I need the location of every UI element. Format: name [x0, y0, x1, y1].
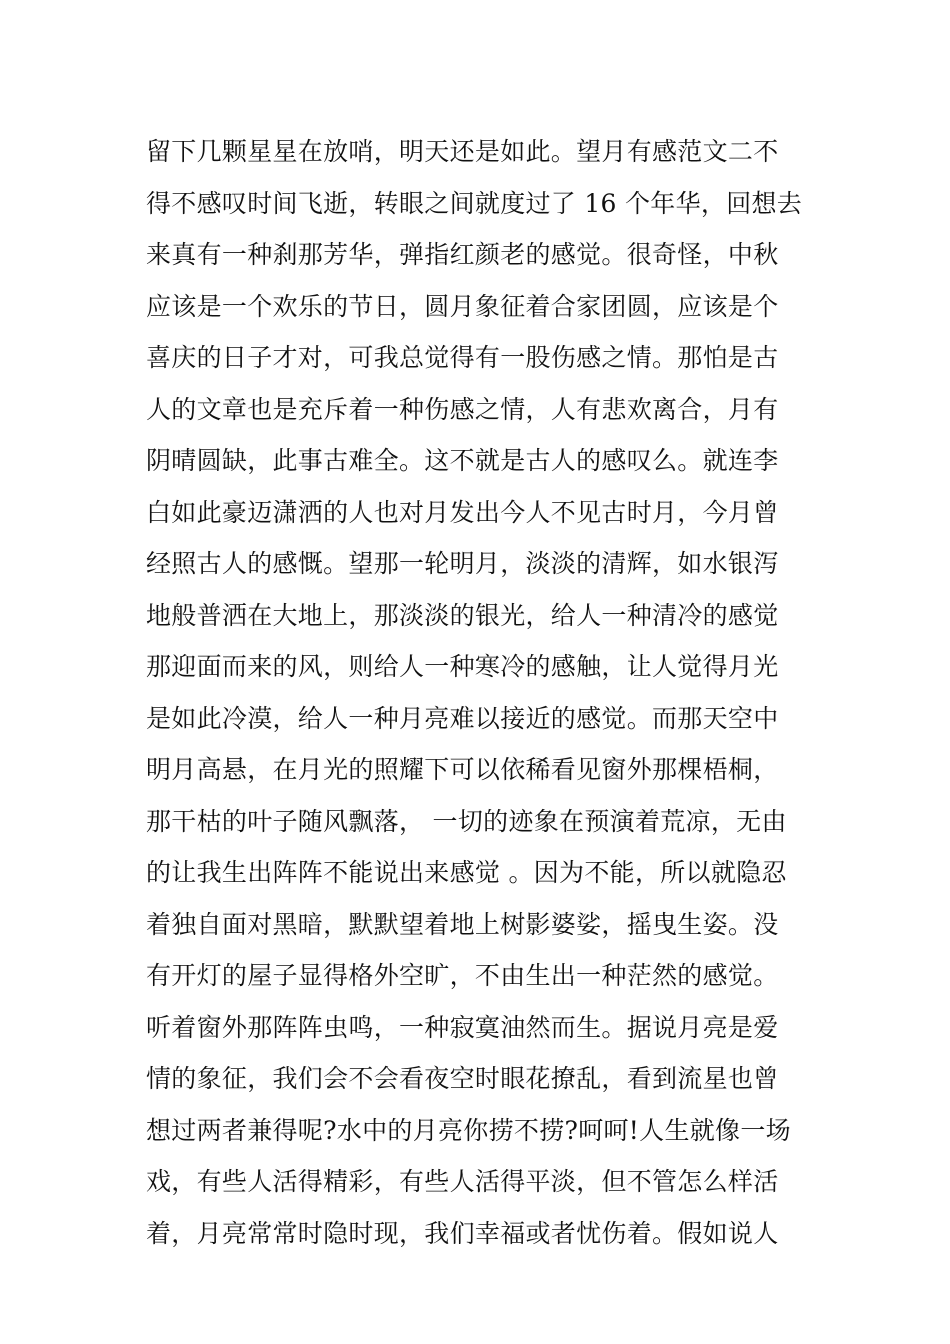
- text-line: 那迎面而来的风，则给人一种寒冷的感触，让人觉得月光: [146, 652, 779, 681]
- text-line: 人的文章也是充斥着一种伤感之情，人有悲欢离合，月有: [146, 394, 779, 424]
- text-line: 的让我生出阵阵不能说出来感觉 。因为不能，所以就隐忍: [146, 858, 787, 887]
- text-line: 情的象征，我们会不会看夜空时眼花撩乱，看到流星也曾: [146, 1064, 779, 1093]
- text-line: 来真有一种刹那芳华，弹指红颜老的感觉。很奇怪，中秋: [146, 240, 779, 269]
- text-line: 阴晴圆缺，此事古难全。这不就是古人的感叹么。就连李: [146, 446, 779, 475]
- text-line: 听着窗外那阵阵虫鸣，一种寂寞油然而生。据说月亮是爱: [146, 1012, 779, 1042]
- text-line: 地般普洒在大地上，那淡淡的银光，给人一种清冷的感觉: [146, 600, 779, 630]
- text-line: 喜庆的日子才对，可我总觉得有一股伤感之情。那怕是古: [146, 343, 779, 372]
- text-line: 是如此冷漠，给人一种月亮难以接近的感觉。而那天空中: [146, 703, 779, 733]
- text-line: 应该是一个欢乐的节日，圆月象征着合家团圆，应该是个: [146, 291, 779, 321]
- text-line: 白如此豪迈潇洒的人也对月发出今人不见古时月，今月曾: [146, 497, 779, 527]
- text-line: 有开灯的屋子显得格外空旷，不由生出一种茫然的感觉。: [146, 961, 779, 990]
- text-line: 明月高悬，在月光的照耀下可以依稀看见窗外那棵梧桐，: [146, 755, 779, 784]
- text-line: 经照古人的感慨。望那一轮明月，淡淡的清辉，如水银泻: [146, 549, 779, 578]
- text-line: 戏，有些人活得精彩，有些人活得平淡，但不管怎么样活: [146, 1167, 779, 1196]
- text-line: 着，月亮常常时隐时现，我们幸福或者忧伤着。假如说人: [146, 1218, 779, 1248]
- body-text: [146, 126, 816, 1259]
- text-line: 着独自面对黑暗，默默望着地上树影婆娑，摇曳生姿。没: [146, 909, 779, 939]
- text-line: 得不感叹时间飞逝，转眼之间就度过了 16 个年华，回想去: [146, 188, 803, 218]
- text-line: 那干枯的叶子随风飘落， 一切的迹象在预演着荒凉，无由: [146, 806, 787, 836]
- text-line: 想过两者兼得呢?水中的月亮你捞不捞?呵呵!人生就像一场: [146, 1115, 791, 1145]
- text-line: 留下几颗星星在放哨，明天还是如此。望月有感范文二不: [146, 137, 779, 166]
